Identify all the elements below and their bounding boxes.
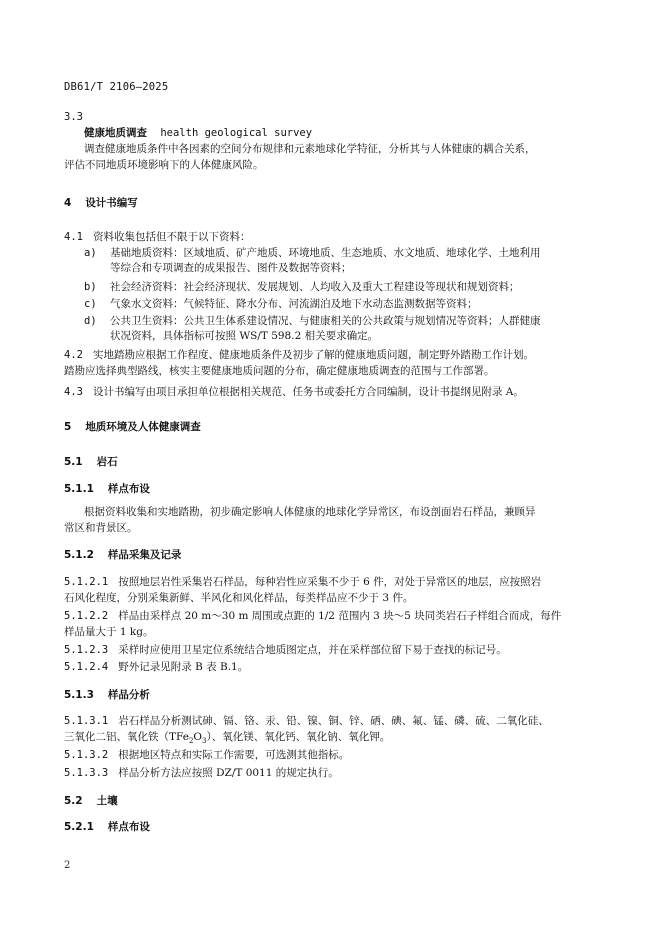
clause-text-line: 样品量大于 1 kg。 (64, 626, 154, 638)
section-title: 地质环境及人体健康调查 (85, 421, 201, 433)
clause-text: 岩石样品分析测试砷、镉、铬、汞、铅、镍、铜、锌、硒、碘、氟、锰、磷、硫、二氧化硅、 (118, 715, 549, 727)
text-fragment: 三氧化二铝、氧化铁（TFe (64, 731, 189, 743)
clause-5-1-2-2 (64, 609, 561, 624)
standard-number: DB61/T 2106—2025 (64, 81, 169, 93)
list-line: 公共卫生资料：公共卫生体系建设情况、与健康相关的公共政策与规划情况等资料；人群健康 (110, 315, 541, 327)
list-item-text: 气象水文资料：气候特征、降水分布、河流湖泊及地下水动态监测数据等资料； (110, 298, 478, 310)
clause-text: 设计书编写由项目承担单位根据相关规范、任务书或委托方合同编制，设计书提纲见附录 A。 (92, 386, 524, 398)
subsection-title: 样品采集及记录 (107, 549, 182, 561)
clause-4-3 (64, 385, 524, 400)
clause-5-1-3-1 (64, 714, 549, 729)
clause-number: 5.1.3.3 (64, 767, 109, 779)
term-heading (84, 126, 312, 141)
clause-number: 4.1 (64, 231, 83, 243)
list-item-text (110, 246, 596, 276)
text-fragment: ）、氧化镁、氧化钙、氧化钠、氧化钾。 (206, 731, 391, 743)
subsection-heading (64, 820, 150, 835)
clause-number: 5.1.2.4 (64, 661, 109, 673)
list-line: 基础地质资料：区域地质、矿产地质、环境地质、生态地质、水文地质、地球化学、土地利用 (110, 247, 541, 259)
list-item (84, 246, 596, 276)
subsection-heading (64, 455, 118, 470)
clause-number: 5.1.2.1 (64, 576, 109, 588)
list-item-text: 社会经济资料：社会经济现状、发展规划、人均收入及重大工程建设等现状和规划资料； (110, 281, 520, 293)
list-marker: a) (84, 247, 97, 259)
clause-number: 5.1.3.1 (64, 715, 109, 727)
clause-5-1-3-2 (64, 748, 349, 763)
list-item (84, 314, 596, 344)
list-marker: c) (84, 298, 97, 310)
subsection-title: 样点布设 (107, 483, 150, 495)
list-item (84, 297, 596, 312)
section-number: 5 (64, 421, 72, 433)
subsection-heading (64, 548, 181, 563)
subsection-number: 5.1.2 (64, 549, 94, 561)
page-number: 2 (64, 860, 71, 871)
subsection-number: 5.2.1 (64, 821, 94, 833)
clause-text-line: 石风化程度，分别采集新鲜、半风化和风化样品，每类样品应不少于 3 件。 (64, 592, 414, 604)
subsection-number: 5.1.3 (64, 689, 94, 701)
subsection-heading (64, 688, 150, 703)
list-marker: b) (84, 281, 97, 293)
section-heading (64, 196, 138, 211)
subsection-number: 5.1 (64, 456, 83, 468)
text-fragment: O (193, 731, 203, 743)
clause-text: 实地踏勘应根据工作程度、健康地质条件及初步了解的健康地质问题，制定野外踏勘工作计划。 (92, 349, 534, 361)
clause-number: 4.3 (64, 386, 83, 398)
clause-text-line (64, 730, 390, 749)
list-line: 状况资料，具体指标可按照 WS/T 598.2 相关要求确定。 (110, 330, 379, 342)
subsection-title: 样点布设 (107, 821, 150, 833)
list-item (84, 280, 596, 295)
subsection-heading (64, 482, 150, 497)
clause-4-2 (64, 348, 534, 363)
term-chinese: 健康地质调查 (84, 127, 147, 139)
section-heading (64, 420, 201, 435)
section-number: 4 (64, 197, 72, 209)
term-definition-line: 调查健康地质条件中各因素的空间分布规律和元素地球化学特征，分析其与人体健康的耦合关系， (84, 143, 536, 155)
clause-text: 采样时应使用卫星定位系统结合地质图定点，并在采样部位留下易于查找的标记号。 (118, 644, 507, 656)
clause-5-1-2-4 (64, 660, 248, 675)
paragraph-line: 根据资料收集和实地踏勘，初步确定影响人体健康的地球化学异常区，布设剖面岩石样品，兼顾异 (84, 506, 536, 518)
term-definition-line: 评估不同地质环境影响下的人体健康风险。 (64, 159, 264, 171)
clause-text: 野外记录见附录 B 表 B.1。 (118, 661, 249, 673)
section-title: 设计书编写 (85, 197, 138, 209)
clause-number: 5.1.3.2 (64, 749, 109, 761)
subsection-title: 土壤 (96, 795, 118, 807)
clause-number: 3.3 (64, 111, 83, 123)
subsection-heading (64, 794, 118, 809)
subsection-number: 5.2 (64, 795, 83, 807)
subsection-title: 样品分析 (107, 689, 150, 701)
subsection-number: 5.1.1 (64, 483, 94, 495)
subsection-title: 岩石 (96, 456, 118, 468)
clause-text-line: 踏勘应选择典型路线，核实主要健康地质问题的分布，确定健康地质调查的范围与工作部署。 (64, 365, 495, 377)
clause-text: 按照地层岩性采集岩石样品，每种岩性应采集不少于 6 件，对处于异常区的地层，应按照岩 (118, 576, 542, 588)
clause-5-1-3-3 (64, 766, 339, 781)
clause-number: 5.1.2.2 (64, 610, 109, 622)
clause-4-1 (64, 230, 250, 245)
subscript: 3 (202, 737, 207, 746)
clause-5-1-2-3 (64, 643, 507, 658)
clause-text: 样品分析方法应按照 DZ/T 0011 的规定执行。 (118, 767, 339, 779)
clause-5-1-2-1 (64, 575, 541, 590)
clause-number: 4.2 (64, 349, 83, 361)
list-item-text (110, 314, 596, 344)
clause-text: 根据地区特点和实际工作需要，可选测其他指标。 (118, 749, 350, 761)
subscript: 2 (188, 737, 194, 746)
paragraph-line: 常区和背景区。 (64, 522, 138, 534)
list-line: 等综合和专项调查的成果报告、图件及数据等资料； (110, 262, 352, 274)
clause-text: 资料收集包括但不限于以下资料： (92, 231, 251, 243)
list-marker: d) (84, 315, 97, 327)
clause-number: 5.1.2.3 (64, 644, 109, 656)
term-english: health geological survey (160, 127, 313, 139)
clause-text: 样品由采样点 20 m～30 m 周围或点距的 1/2 范围内 3 块～5 块同类岩石子样组合而成，每件 (118, 610, 562, 622)
